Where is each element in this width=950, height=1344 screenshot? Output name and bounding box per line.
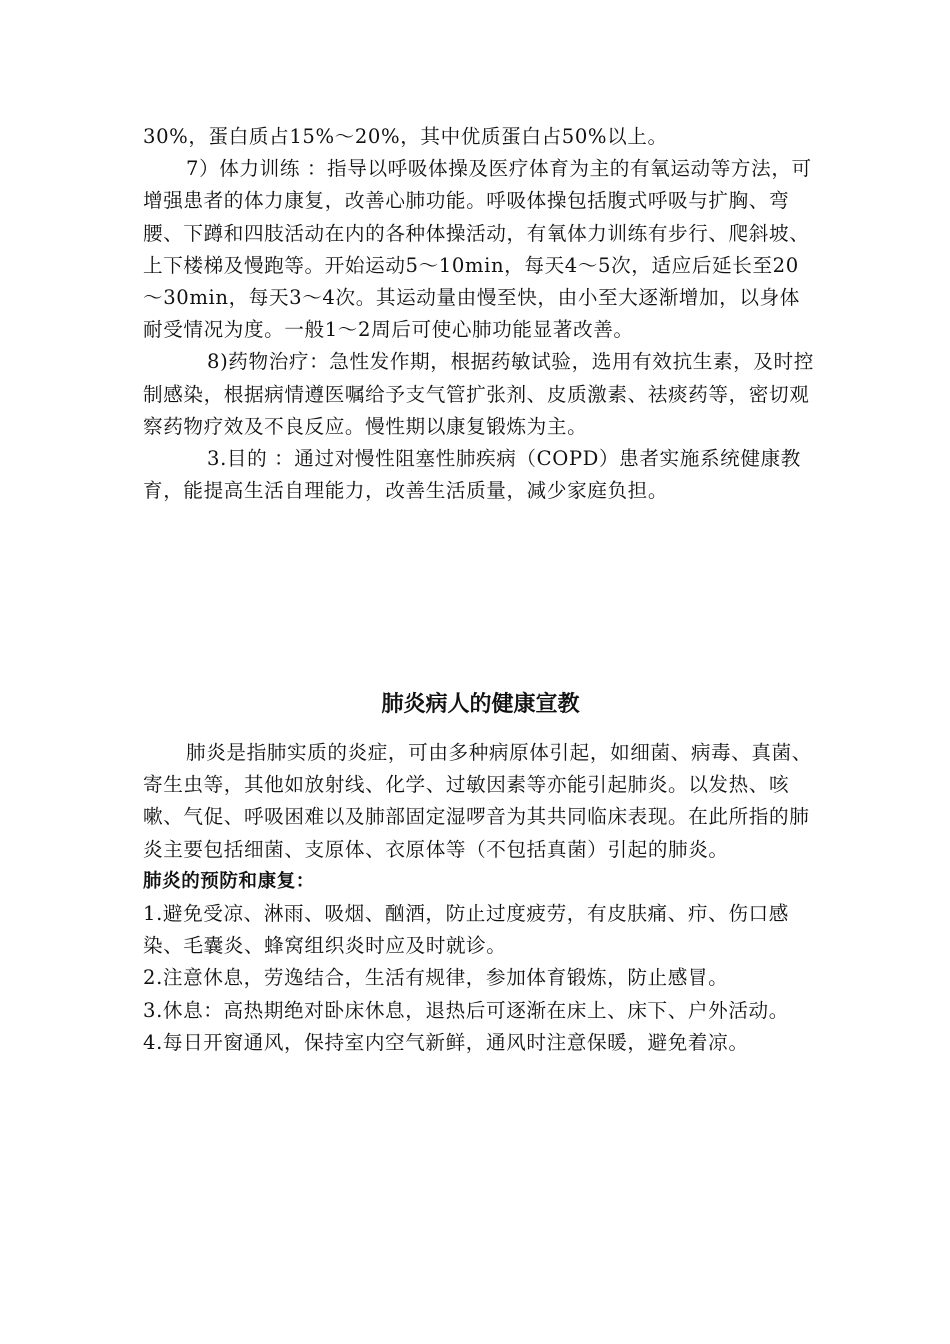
pneumonia-section (143, 737, 818, 1059)
prevention-item-2: 2.注意休息，劳逸结合，生活有规律，参加体育锻炼，防止感冒。 (143, 966, 729, 990)
diet-paragraph-tail: 30%，蛋白质占15%～20%，其中优质蛋白占50%以上。 (143, 125, 668, 148)
training-paragraph: 7）体力训练 ：指导以呼吸体操及医疗体育为主的有氧运动等方法，可增强患者的体力康复，改善心肺功能。呼吸体操包括腹式呼吸与扩胸、弯腰、下蹲和四肢活动在内的各种体操活动，有氧体力训练有步行、爬斜坡、上下楼梯及慢跑等。开始运动5～10min，每天4～5次，适应后延长至20～30min，每天3～4次。其运动量由慢至快，由小至大逐渐增加，以身体耐受情况为度。一般1～2周后可使心肺功能显著改善。 (143, 157, 812, 342)
prevention-item-3: 3.休息：高热期绝对卧床休息，退热后可逐渐在床上、床下、户外活动。 (143, 998, 789, 1022)
prevention-item-1: 1.避免受凉、淋雨、吸烟、酗酒，防止过度疲劳，有皮肤痛、疖、伤口感染、毛囊炎、蜂窝组织炎时应及时就诊。 (143, 902, 789, 958)
prevention-item-4: 4.每日开窗通风，保持室内空气新鲜，通风时注意保暖，避免着凉。 (143, 1030, 749, 1054)
prevention-heading: 肺炎的预防和康复： (143, 870, 315, 892)
section-title: 肺炎病人的健康宣教 (381, 692, 580, 717)
copd-section (143, 121, 818, 507)
goal-paragraph: 3.目的 ：通过对慢性阻塞性肺疾病（COPD）患者实施系统健康教育，能提高生活自理能力，改善生活质量，减少家庭负担。 (143, 447, 801, 503)
drug-therapy-paragraph: 8)药物治疗：急性发作期，根据药敏试验，选用有效抗生素，及时控制感染，根据病情遵医嘱给予支气管扩张剂、皮质激素、祛痰药等，密切观察药物疗效及不良反应。慢性期以康复锻炼为主。 (143, 350, 814, 438)
pneumonia-intro: 肺炎是指肺实质的炎症，可由多种病原体引起，如细菌、病毒、真菌、寄生虫等，其他如放射线、化学、过敏因素等亦能引起肺炎。以发热、咳嗽、气促、呼吸困难以及肺部固定湿啰音为其共同临床表现。在此所指的肺炎主要包括细菌、支原体、衣原体等（不包括真菌）引起的肺炎。 (143, 741, 813, 861)
